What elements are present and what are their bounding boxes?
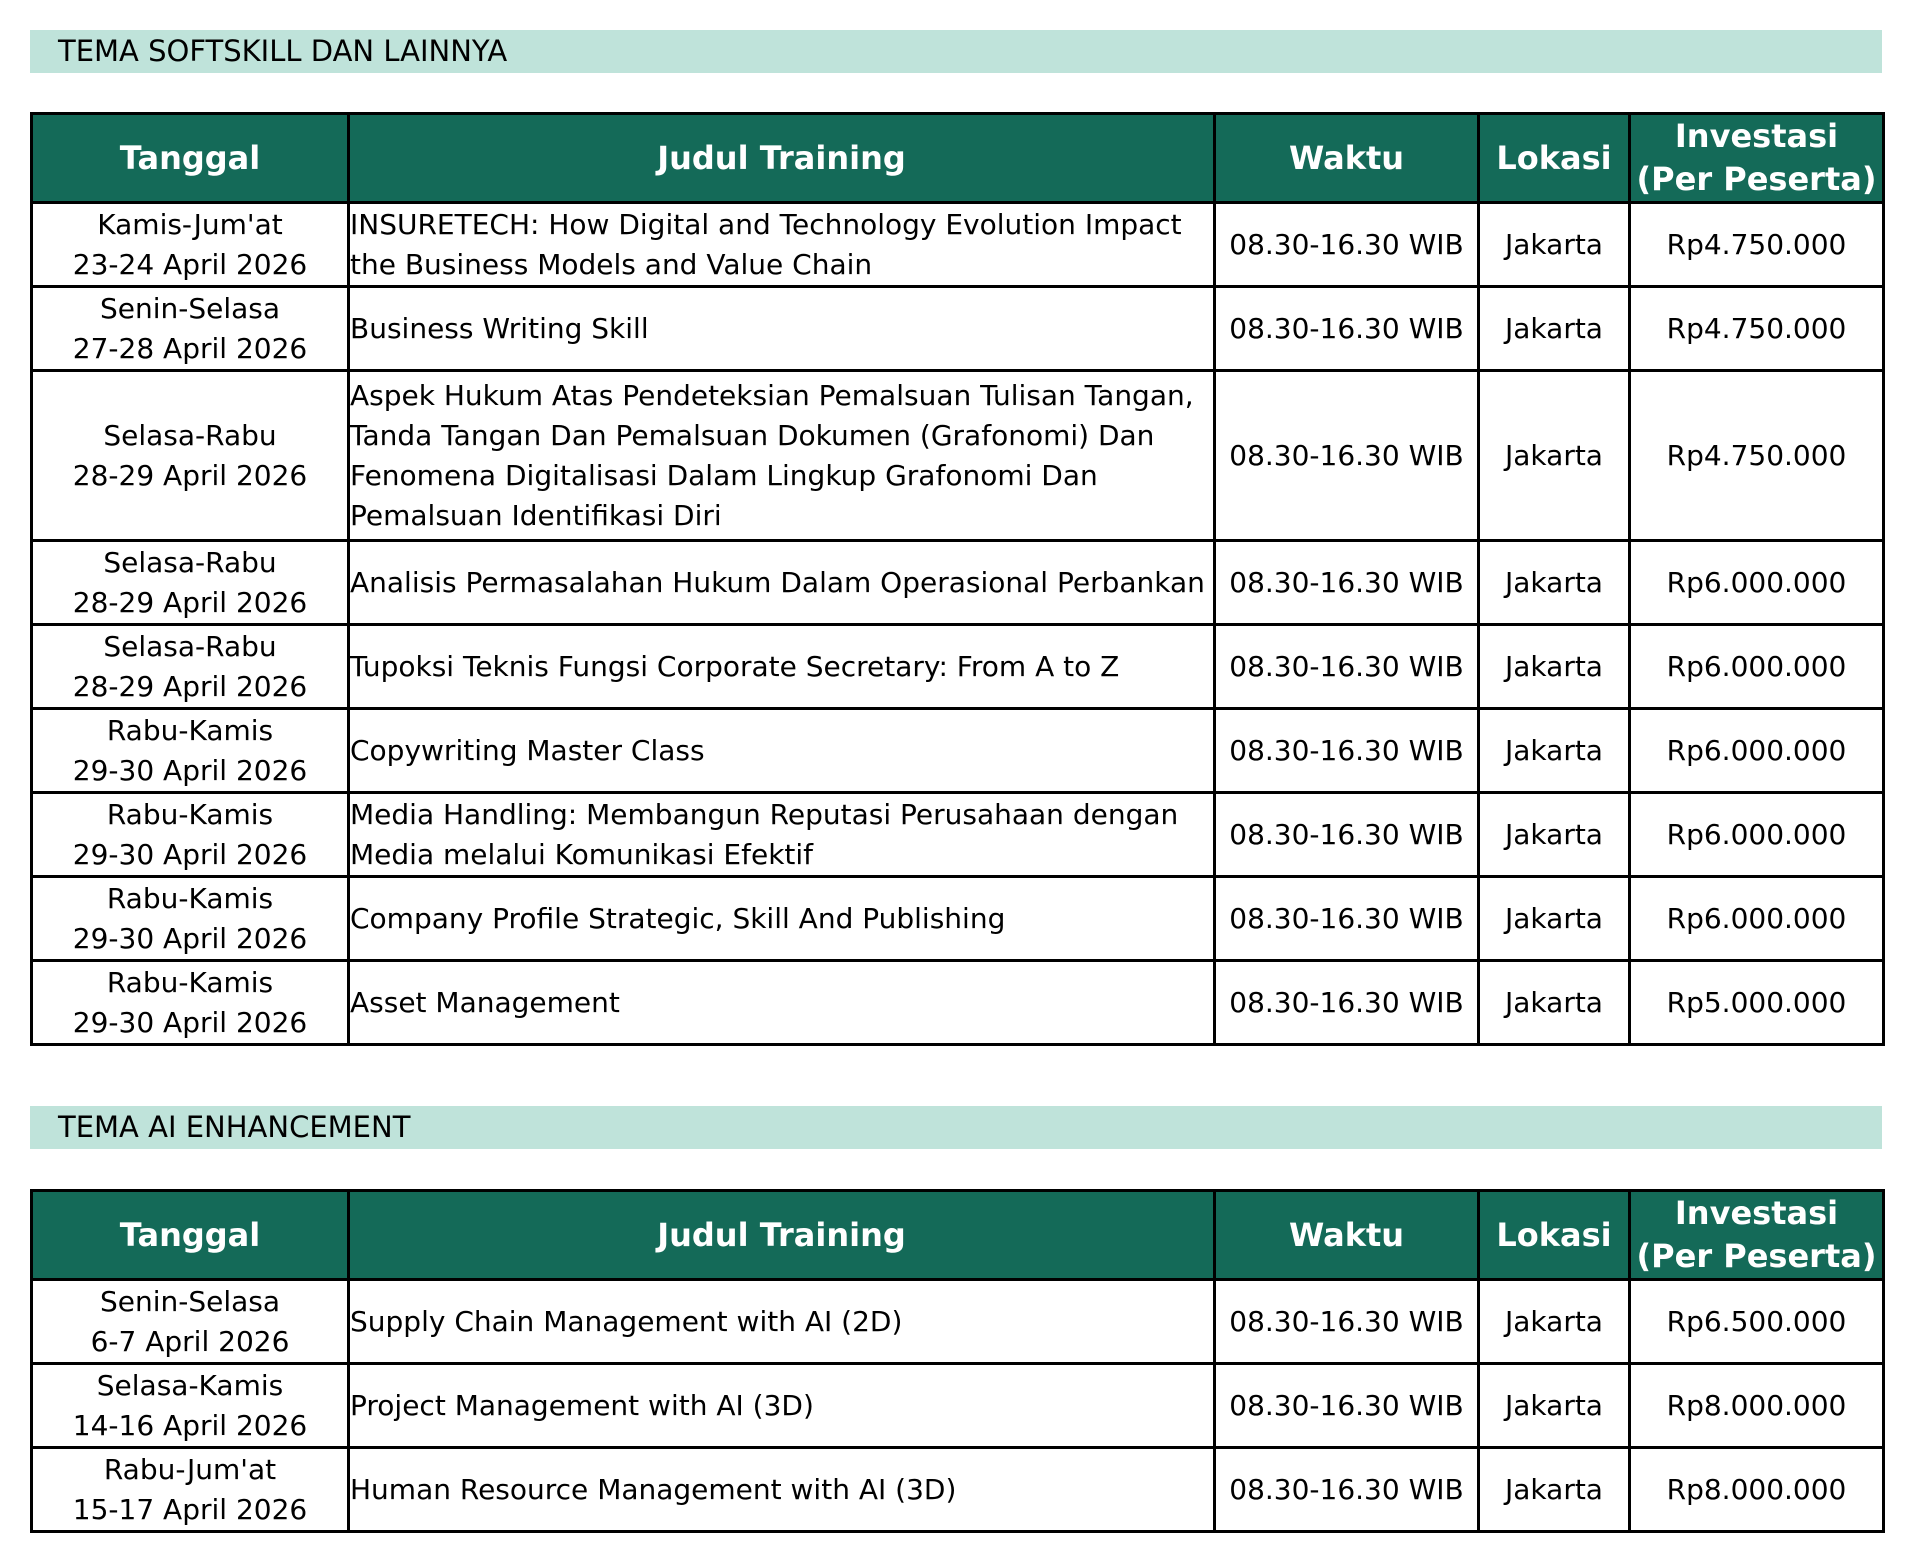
training-title: Company Profile Strategic, Skill And Publishing: [349, 877, 1215, 961]
date-cell: [32, 1364, 349, 1448]
price-cell: Rp6.000.000: [1630, 793, 1884, 877]
table-row: [32, 1280, 1884, 1364]
table-row: [32, 625, 1884, 709]
date-cell: [32, 541, 349, 625]
time-cell: 08.30-16.30 WIB: [1215, 287, 1479, 371]
table-row: [32, 541, 1884, 625]
date-range: 29-30 April 2026: [72, 837, 308, 871]
time-cell: 08.30-16.30 WIB: [1215, 1364, 1479, 1448]
date-cell: [32, 203, 349, 287]
date-cell: [32, 287, 349, 371]
training-title: Media Handling: Membangun Reputasi Perusahaan dengan Media melalui Komunikasi Efektif: [349, 793, 1215, 877]
price-cell: Rp6.000.000: [1630, 877, 1884, 961]
price-cell: Rp6.000.000: [1630, 709, 1884, 793]
location-cell: Jakarta: [1479, 541, 1630, 625]
price-cell: Rp6.500.000: [1630, 1280, 1884, 1364]
day-range: Rabu-Kamis: [106, 713, 274, 747]
location-cell: Jakarta: [1479, 961, 1630, 1045]
training-title: Human Resource Management with AI (3D): [349, 1448, 1215, 1532]
header-judul-training: Judul Training: [349, 114, 1215, 203]
price-cell: Rp4.750.000: [1630, 287, 1884, 371]
location-cell: Jakarta: [1479, 203, 1630, 287]
time-cell: 08.30-16.30 WIB: [1215, 541, 1479, 625]
schedule-table: [30, 1189, 1885, 1533]
time-cell: 08.30-16.30 WIB: [1215, 709, 1479, 793]
section-title: TEMA AI ENHANCEMENT: [30, 1106, 1882, 1149]
date-cell: [32, 877, 349, 961]
training-title: Tupoksi Teknis Fungsi Corporate Secretary: From A to Z: [349, 625, 1215, 709]
table-row: [32, 1448, 1884, 1532]
training-title: Copywriting Master Class: [349, 709, 1215, 793]
day-range: Kamis-Jum'at: [97, 207, 283, 241]
day-range: Rabu-Kamis: [106, 797, 274, 831]
training-title: Aspek Hukum Atas Pendeteksian Pemalsuan Tulisan Tangan, Tanda Tangan Dan Pemalsuan Dokumen (Grafonomi) Dan Fenomena Digitalisasi Dalam Lingkup Grafonomi Dan Pemalsuan Identifikasi Diri: [349, 371, 1215, 541]
table-row: [32, 203, 1884, 287]
section-softskill: [30, 30, 1882, 1039]
date-cell: [32, 1280, 349, 1364]
date-cell: [32, 793, 349, 877]
header-investasi: [1630, 114, 1884, 203]
date-range: 28-29 April 2026: [72, 669, 308, 703]
header-tanggal: Tanggal: [32, 1191, 349, 1280]
header-judul-training: Judul Training: [349, 1191, 1215, 1280]
time-cell: 08.30-16.30 WIB: [1215, 203, 1479, 287]
header-lokasi: Lokasi: [1479, 114, 1630, 203]
training-title: Analisis Permasalahan Hukum Dalam Operasional Perbankan: [349, 541, 1215, 625]
time-cell: 08.30-16.30 WIB: [1215, 793, 1479, 877]
date-range: 6-7 April 2026: [90, 1324, 290, 1358]
price-cell: Rp8.000.000: [1630, 1364, 1884, 1448]
header-investasi-line1: Investasi: [1674, 117, 1839, 155]
day-range: Senin-Selasa: [99, 291, 281, 325]
schedule-table: [30, 112, 1885, 1046]
day-range: Selasa-Kamis: [96, 1368, 284, 1402]
location-cell: Jakarta: [1479, 877, 1630, 961]
header-investasi-line2: (Per Peserta): [1636, 160, 1877, 198]
location-cell: Jakarta: [1479, 371, 1630, 541]
header-tanggal: Tanggal: [32, 114, 349, 203]
training-title: Asset Management: [349, 961, 1215, 1045]
table-row: [32, 877, 1884, 961]
date-range: 23-24 April 2026: [72, 247, 308, 281]
location-cell: Jakarta: [1479, 625, 1630, 709]
date-range: 29-30 April 2026: [72, 753, 308, 787]
date-cell: [32, 625, 349, 709]
time-cell: 08.30-16.30 WIB: [1215, 1280, 1479, 1364]
header-investasi-line2: (Per Peserta): [1636, 1237, 1877, 1275]
header-lokasi: Lokasi: [1479, 1191, 1630, 1280]
location-cell: Jakarta: [1479, 287, 1630, 371]
table-row: [32, 287, 1884, 371]
time-cell: 08.30-16.30 WIB: [1215, 1448, 1479, 1532]
location-cell: Jakarta: [1479, 1448, 1630, 1532]
date-cell: [32, 709, 349, 793]
table-header-row: [32, 114, 1884, 203]
table-row: [32, 961, 1884, 1045]
date-range: 29-30 April 2026: [72, 1005, 308, 1039]
day-range: Selasa-Rabu: [103, 629, 277, 663]
time-cell: 08.30-16.30 WIB: [1215, 625, 1479, 709]
section-title: TEMA SOFTSKILL DAN LAINNYA: [30, 30, 1882, 73]
training-title: INSURETECH: How Digital and Technology Evolution Impact the Business Models and Value Chain: [349, 203, 1215, 287]
training-title: Supply Chain Management with AI (2D): [349, 1280, 1215, 1364]
price-cell: Rp6.000.000: [1630, 625, 1884, 709]
location-cell: Jakarta: [1479, 1364, 1630, 1448]
date-cell: [32, 371, 349, 541]
date-range: 15-17 April 2026: [72, 1492, 308, 1526]
time-cell: 08.30-16.30 WIB: [1215, 371, 1479, 541]
date-range: 29-30 April 2026: [72, 921, 308, 955]
price-cell: Rp5.000.000: [1630, 961, 1884, 1045]
header-waktu: Waktu: [1215, 1191, 1479, 1280]
date-range: 28-29 April 2026: [72, 585, 308, 619]
day-range: Selasa-Rabu: [103, 418, 277, 452]
day-range: Rabu-Jum'at: [103, 1452, 277, 1486]
day-range: Selasa-Rabu: [103, 545, 277, 579]
time-cell: 08.30-16.30 WIB: [1215, 877, 1479, 961]
day-range: Rabu-Kamis: [106, 881, 274, 915]
location-cell: Jakarta: [1479, 793, 1630, 877]
price-cell: Rp8.000.000: [1630, 1448, 1884, 1532]
table-row: [32, 709, 1884, 793]
date-range: 27-28 April 2026: [72, 331, 308, 365]
price-cell: Rp6.000.000: [1630, 541, 1884, 625]
date-range: 28-29 April 2026: [72, 458, 308, 492]
date-cell: [32, 1448, 349, 1532]
table-row: [32, 793, 1884, 877]
header-waktu: Waktu: [1215, 114, 1479, 203]
section-ai-enhancement: [30, 1106, 1882, 1526]
location-cell: Jakarta: [1479, 709, 1630, 793]
table-header-row: [32, 1191, 1884, 1280]
day-range: Senin-Selasa: [99, 1284, 281, 1318]
day-range: Rabu-Kamis: [106, 965, 274, 999]
location-cell: Jakarta: [1479, 1280, 1630, 1364]
training-title: Project Management with AI (3D): [349, 1364, 1215, 1448]
date-cell: [32, 961, 349, 1045]
header-investasi-line1: Investasi: [1674, 1194, 1839, 1232]
training-title: Business Writing Skill: [349, 287, 1215, 371]
date-range: 14-16 April 2026: [72, 1408, 308, 1442]
price-cell: Rp4.750.000: [1630, 371, 1884, 541]
table-row: [32, 371, 1884, 541]
header-investasi: [1630, 1191, 1884, 1280]
table-row: [32, 1364, 1884, 1448]
price-cell: Rp4.750.000: [1630, 203, 1884, 287]
time-cell: 08.30-16.30 WIB: [1215, 961, 1479, 1045]
